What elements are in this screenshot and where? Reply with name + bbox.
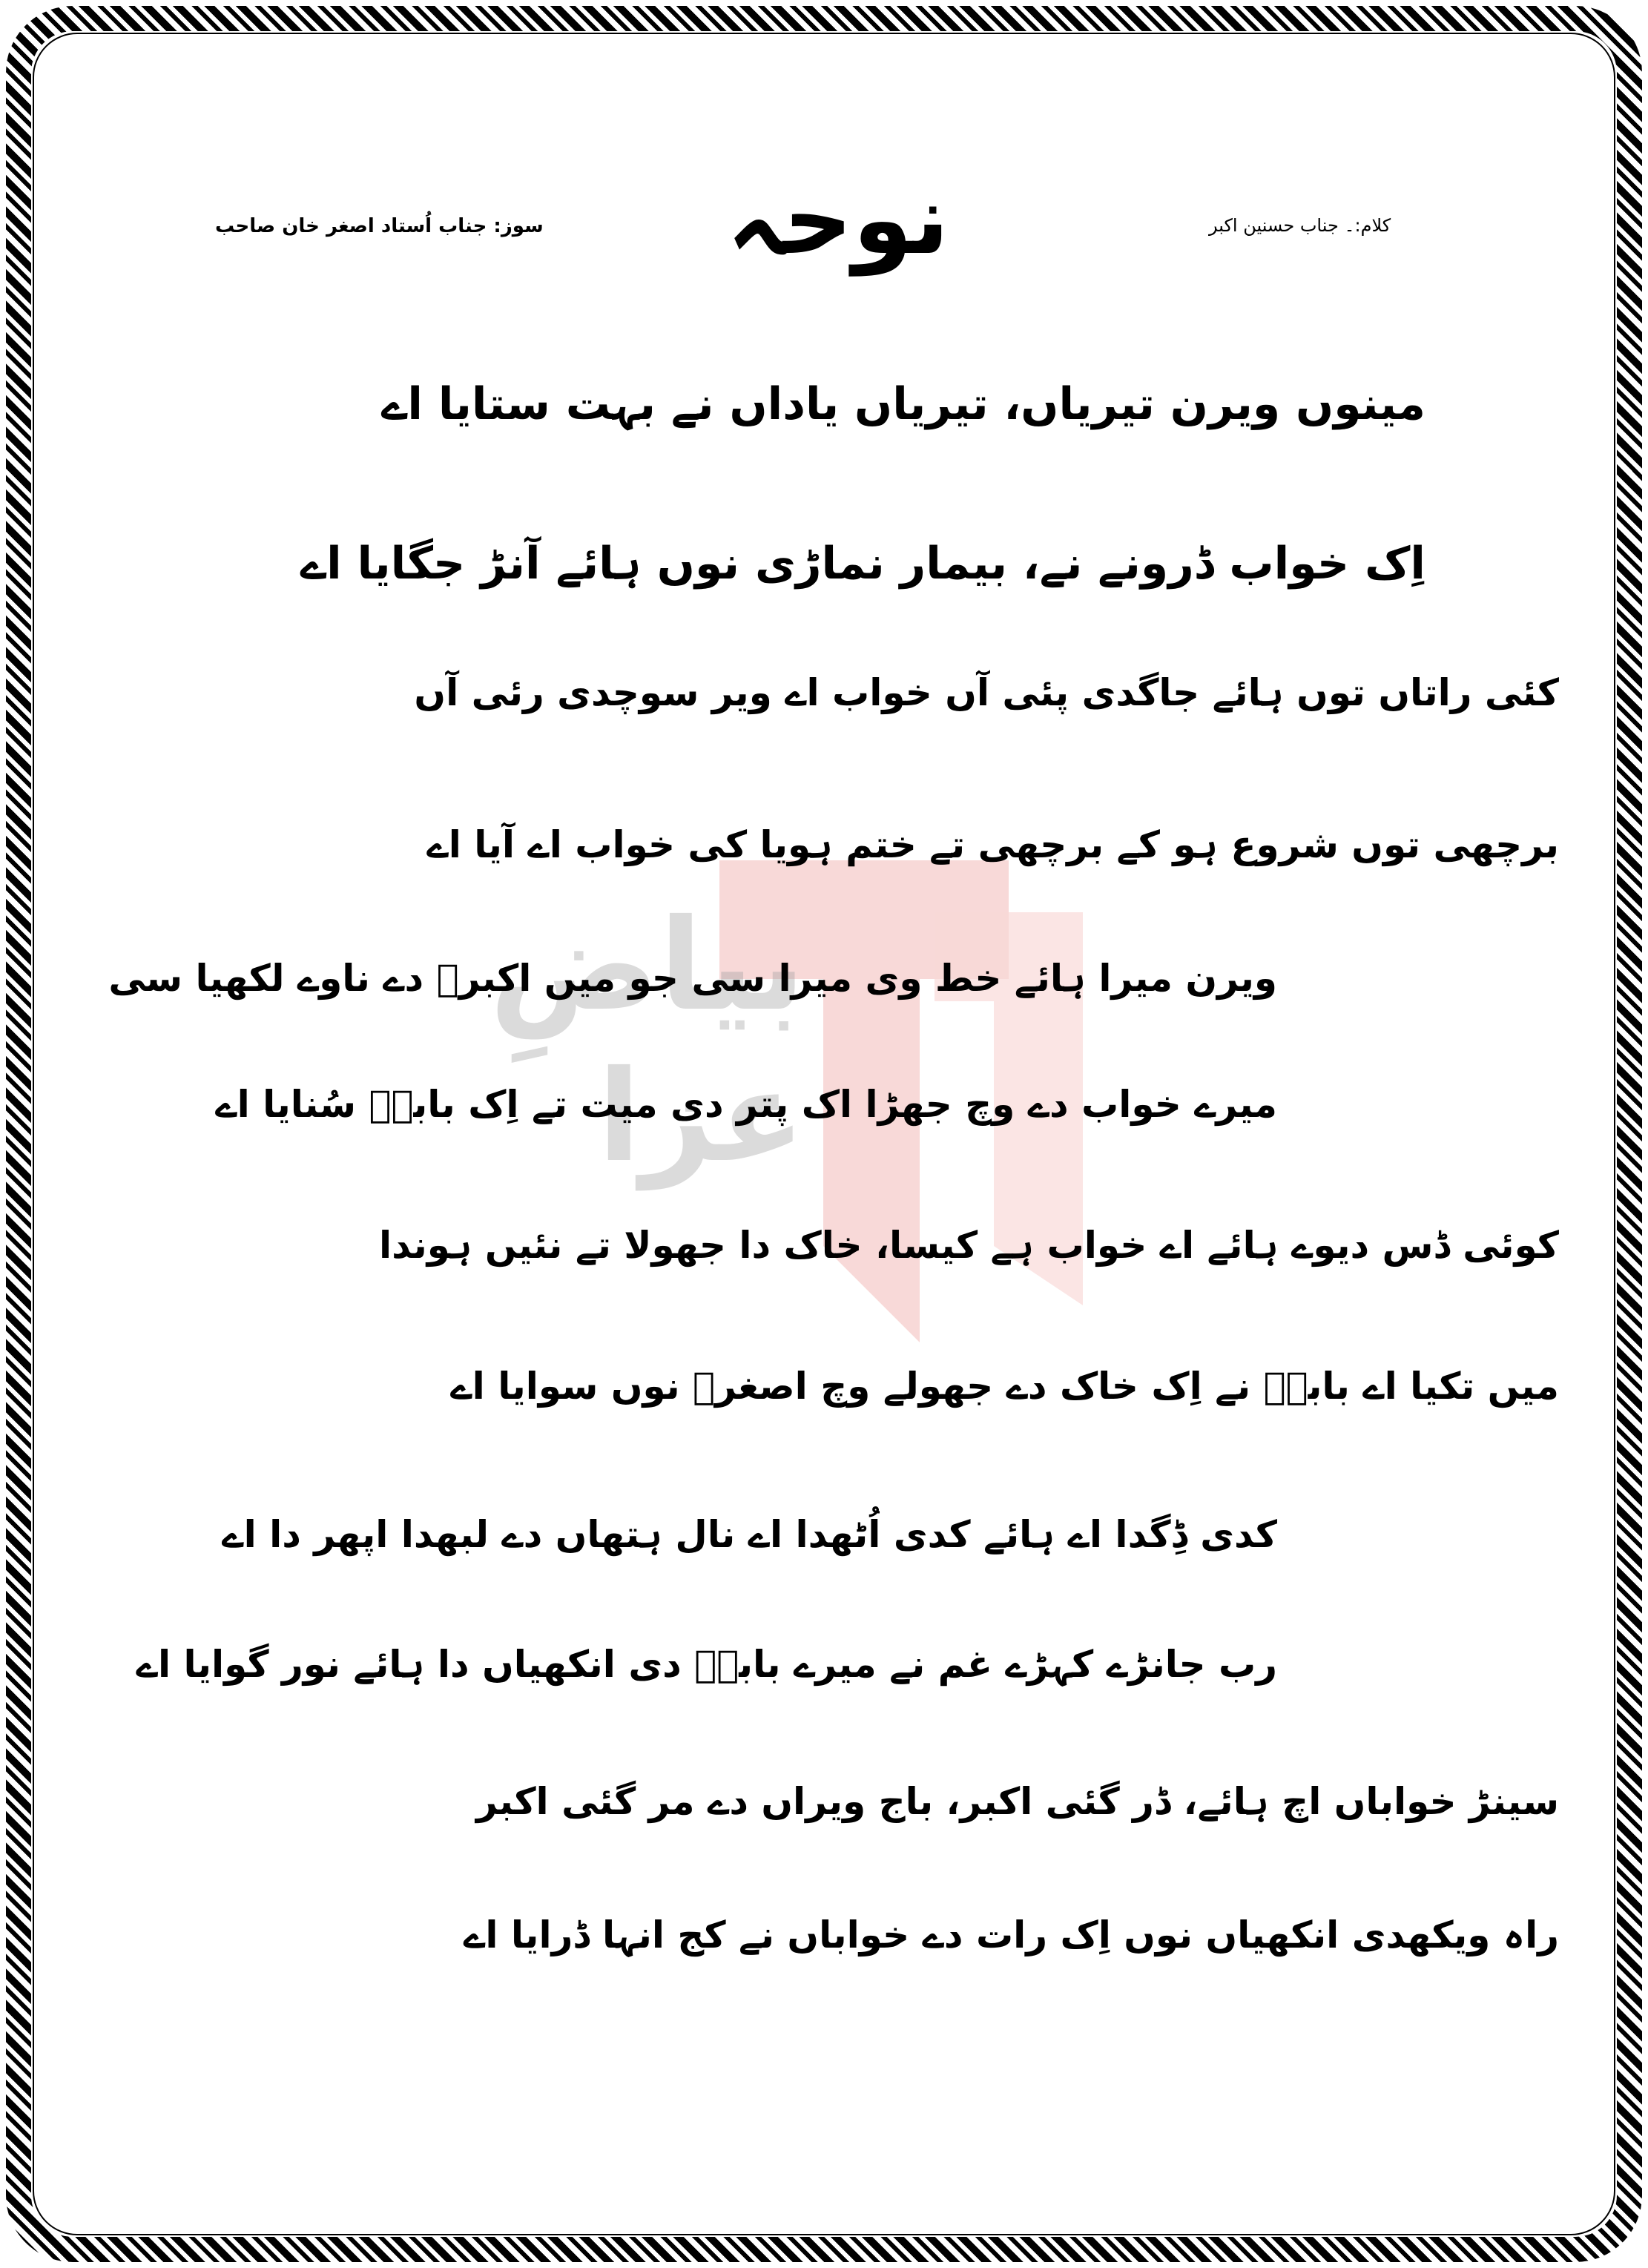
verse-6: میرے خواب دے وچ جھڑا اک پتر دی میت تے اِک بابےؑ سُنایا اے <box>215 1083 1277 1126</box>
verse-4: برچھی توں شروع ہو کے برچھی تے ختم ہویا کی خواب اے آیا اے <box>426 823 1559 866</box>
watermark-line-1: بیاضِ <box>490 892 805 1039</box>
watermark-text <box>490 890 805 1193</box>
verse-7: کوئی ڈس دیوے ہائے اے خواب ہے کیسا، خاک دا جھولا تے نئیں ہوندا <box>378 1224 1559 1267</box>
composer-credit: سوز: جناب اُستاد اصغر خان صاحب <box>215 215 544 237</box>
verse-1: مینوں ویرن تیریاں، تیریاں یاداں نے بہت ستایا اے <box>381 378 1425 430</box>
watermark-line-2: عزا <box>597 1044 805 1190</box>
verse-12: راہ ویکھدی انکھیاں نوں اِک رات دے خواباں نے کج انہا ڈرایا اے <box>464 1913 1559 1957</box>
verse-11: سینڑ خواباں اچ ہائے، ڈر گئی اکبر، باج ویراں دے مر گئی اکبر <box>475 1780 1559 1823</box>
verse-9: کدی ڈِگدا اے ہائے کدی اُٹھدا اے نال ہتھاں دے لبھدا اپھر دا اے <box>222 1513 1277 1556</box>
verse-10: رب جانڑے کہڑے غم نے میرے بابےؑ دی انکھیاں دا ہائے نور گوایا اے <box>136 1643 1277 1686</box>
verse-3: کئی راتاں توں ہائے جاگدی پئی آں خواب اے ویر سوچدی رئی آں <box>414 671 1559 714</box>
verse-8: میں تکیا اے بابےؑ نے اِک خاک دے جھولے وچ اصغرؑ نوں سوایا اے <box>450 1365 1559 1408</box>
page-title: نوحہ <box>726 163 949 276</box>
verse-5: ویرن میرا ہائے خط وی میرا سی جو میں اکبرؑ دے ناوے لکھیا سی <box>108 957 1277 1000</box>
verse-2: اِک خواب ڈرونے نے، بیمار نماڑی نوں ہائے آنڑ جگایا اے <box>300 538 1425 590</box>
poet-credit: کلام:۔ جناب حسنین اکبر <box>1209 215 1391 236</box>
